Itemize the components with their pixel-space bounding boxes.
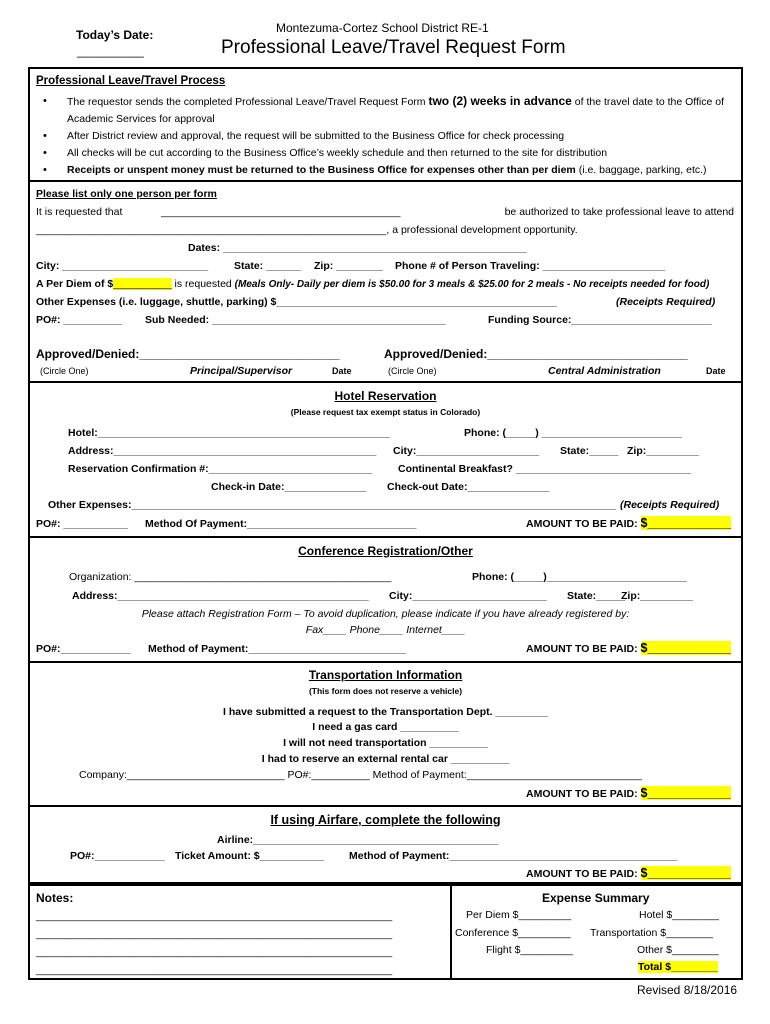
request-line-2[interactable]: ____________________________________________________________, a professional development opportunity. <box>36 224 578 236</box>
airfare-method-of-payment-field[interactable]: Method of Payment:_______________________________________ <box>349 850 678 862</box>
summary-flight-field[interactable]: Flight $_________ <box>486 944 573 956</box>
summary-conference-field[interactable]: Conference $_________ <box>455 927 571 939</box>
po-field[interactable]: PO#: __________ <box>36 314 122 326</box>
summary-other-field[interactable]: Other $________ <box>637 944 719 956</box>
checkin-date-field[interactable]: Check-in Date:______________ <box>211 481 367 493</box>
dates-field[interactable]: Dates: ____________________________________________________ <box>188 242 527 254</box>
organization-field-line[interactable]: Organization: ____________________________________________ <box>69 571 392 583</box>
expense-summary-heading: Expense Summary <box>542 891 650 905</box>
funding-source-field[interactable]: Funding Source:________________________ <box>488 314 712 326</box>
receipts-required: (Receipts Required) <box>616 296 716 308</box>
hotel-amount-field[interactable]: $____________ <box>640 516 731 530</box>
conference-amount-to-be-paid: AMOUNT TO BE PAID: $____________ <box>526 641 731 655</box>
airline-field[interactable]: Airline:__________________________________________ <box>217 834 499 846</box>
hotel-phone-field[interactable]: Phone: (_____) ________________________ <box>464 427 682 439</box>
state-field[interactable]: State: ______ <box>234 260 302 272</box>
checkout-date-field[interactable]: Check-out Date:______________ <box>387 481 550 493</box>
traveler-phone-field[interactable]: Phone # of Person Traveling: _____________________ <box>395 260 666 272</box>
summary-transportation-field[interactable]: Transportation $________ <box>590 927 713 939</box>
hotel-name-field[interactable]: Hotel:__________________________________________________ <box>68 427 390 439</box>
city-field[interactable]: City: _________________________ <box>36 260 209 272</box>
process-list <box>36 93 738 179</box>
zip-field[interactable]: Zip: ________ <box>314 260 383 272</box>
no-transportation-field[interactable]: I will not need transportation __________ <box>283 737 488 749</box>
approved-denied-principal[interactable]: Approved/Denied:______________________________ <box>36 347 340 361</box>
gas-card-field[interactable]: I need a gas card __________ <box>312 721 459 733</box>
hotel-state-field[interactable]: State:_____ <box>560 445 619 457</box>
revised-date: Revised 8/18/2016 <box>637 983 738 997</box>
divider <box>29 180 742 182</box>
sub-needed-field[interactable]: Sub Needed: ________________________________________ <box>145 314 446 326</box>
divider <box>29 381 742 383</box>
district-name: Montezuma-Cortez School District RE-1 <box>276 21 489 35</box>
circle-one-label: (Circle One) <box>388 366 437 376</box>
per-diem-field[interactable]: __________ <box>113 278 172 290</box>
form-title: Professional Leave/Travel Request Form <box>221 37 566 58</box>
divider <box>29 805 742 807</box>
process-item: • After District review and approval, the request will be submitted to the Business Office for check processing <box>36 128 738 145</box>
todays-date-label: Today’s Date: <box>76 28 154 42</box>
other-expenses-field[interactable]: Other Expenses (i.e. luggage, shuttle, parking) $________________________________________________ <box>36 296 557 308</box>
airfare-po-field[interactable]: PO#:____________ <box>70 850 165 862</box>
hotel-subheading: (Please request tax exempt status in Colorado) <box>290 407 481 417</box>
transport-amount-to-be-paid: AMOUNT TO BE PAID: $____________ <box>526 786 731 800</box>
conference-po-field[interactable]: PO#:____________ <box>36 643 131 655</box>
conference-method-of-payment-field[interactable]: Method of Payment:___________________________ <box>148 643 407 655</box>
company-po-method-field[interactable]: Company:___________________________ PO#:__________ Method of Payment:______________________________ <box>79 769 642 781</box>
hotel-city-field[interactable]: City:_____________________ <box>393 445 539 457</box>
transportation-heading: Transportation Information <box>308 668 463 682</box>
summary-per-diem-field[interactable]: Per Diem $_________ <box>466 909 572 921</box>
hotel-method-of-payment-field[interactable]: Method Of Payment:_____________________________ <box>145 518 417 530</box>
date-label: Date <box>706 366 726 376</box>
conference-address-field[interactable]: Address:___________________________________________ <box>72 590 369 602</box>
hotel-address-field[interactable]: Address:_____________________________________________ <box>68 445 377 457</box>
process-item: • Receipts or unspent money must be returned to the Business Office for expenses other than per diem (i.e. baggage, parking, etc.) <box>36 162 738 179</box>
airfare-amount-to-be-paid: AMOUNT TO BE PAID: $____________ <box>526 866 731 880</box>
conference-phone-field[interactable]: Phone: (_____)________________________ <box>472 571 687 583</box>
summary-total-field[interactable]: Total $________ <box>638 961 718 973</box>
notes-label: Notes: <box>36 891 74 905</box>
process-item: • All checks will be cut according to the Business Office’s weekly schedule and then returned to the site for distribution <box>36 145 738 162</box>
transport-amount-field[interactable]: $____________ <box>640 786 731 800</box>
request-line-1: It is requested that _________________________________________ be authorized to take professional leave to attend <box>36 206 734 218</box>
one-person-note: Please list only one person per form <box>36 188 217 200</box>
notes-line[interactable]: _____________________________________________________________ <box>36 928 393 940</box>
hotel-heading: Hotel Reservation <box>334 389 437 403</box>
principal-label: Principal/Supervisor <box>190 365 293 377</box>
reservation-confirmation-field[interactable]: Reservation Confirmation #:____________________________ <box>68 463 373 475</box>
conference-state-field[interactable]: State:_____ <box>567 590 626 602</box>
summary-hotel-field[interactable]: Hotel $________ <box>639 909 719 921</box>
continental-breakfast-field[interactable]: Continental Breakfast? ______________________________ <box>398 463 692 475</box>
conference-city-field[interactable]: City:_______________________ <box>389 590 547 602</box>
hotel-amount-to-be-paid: AMOUNT TO BE PAID: $____________ <box>526 516 731 530</box>
conference-zip-field[interactable]: Zip:_________ <box>621 590 693 602</box>
notes-line[interactable]: _____________________________________________________________ <box>36 946 393 958</box>
central-admin-label: Central Administration <box>548 365 661 377</box>
approved-denied-central[interactable]: Approved/Denied:______________________________ <box>384 347 688 361</box>
registration-note: Please attach Registration Form – To avoid duplication, please indicate if you have already registered by: <box>141 608 630 620</box>
rental-car-field[interactable]: I had to reserve an external rental car __________ <box>261 753 510 765</box>
conference-amount-field[interactable]: $____________ <box>640 641 731 655</box>
receipts-required: (Receipts Required) <box>620 499 720 511</box>
hotel-po-field[interactable]: PO#: ___________ <box>36 518 128 530</box>
hotel-zip-field[interactable]: Zip:_________ <box>627 445 699 457</box>
divider <box>29 661 742 663</box>
notes-line[interactable]: _____________________________________________________________ <box>36 964 393 976</box>
requestor-name-field[interactable]: _________________________________________ <box>161 206 401 218</box>
circle-one-label: (Circle One) <box>40 366 89 376</box>
notes-line[interactable]: _____________________________________________________________ <box>36 910 393 922</box>
airfare-amount-field[interactable]: $____________ <box>640 866 731 880</box>
todays-date-field[interactable]: __________ <box>77 44 144 58</box>
process-item: • The requestor sends the completed Professional Leave/Travel Request Form two (2) weeks in advance of the travel date to the Office of Academic Services for approval <box>36 93 738 128</box>
hotel-other-expenses-field[interactable]: Other Expenses:___________________________________________________________________________________ <box>48 499 617 511</box>
process-heading: Professional Leave/Travel Process <box>36 75 226 87</box>
airfare-heading: If using Airfare, complete the following <box>270 813 501 827</box>
divider <box>29 536 742 538</box>
per-diem-line: A Per Diem of $__________ is requested (Meals Only- Daily per diem is $50.00 for 3 meals & $25.00 for 2 meals - No receipts needed for food) <box>36 278 710 290</box>
transportation-subheading: (This form does not reserve a vehicle) <box>308 686 463 696</box>
conference-heading: Conference Registration/Other <box>298 544 473 558</box>
transportation-request-field[interactable]: I have submitted a request to the Transportation Dept. _________ <box>222 706 548 718</box>
registered-by-options[interactable]: Fax____ Phone____ Internet____ <box>305 624 466 636</box>
date-label: Date <box>332 366 352 376</box>
ticket-amount-field[interactable]: Ticket Amount: $___________ <box>175 850 324 862</box>
